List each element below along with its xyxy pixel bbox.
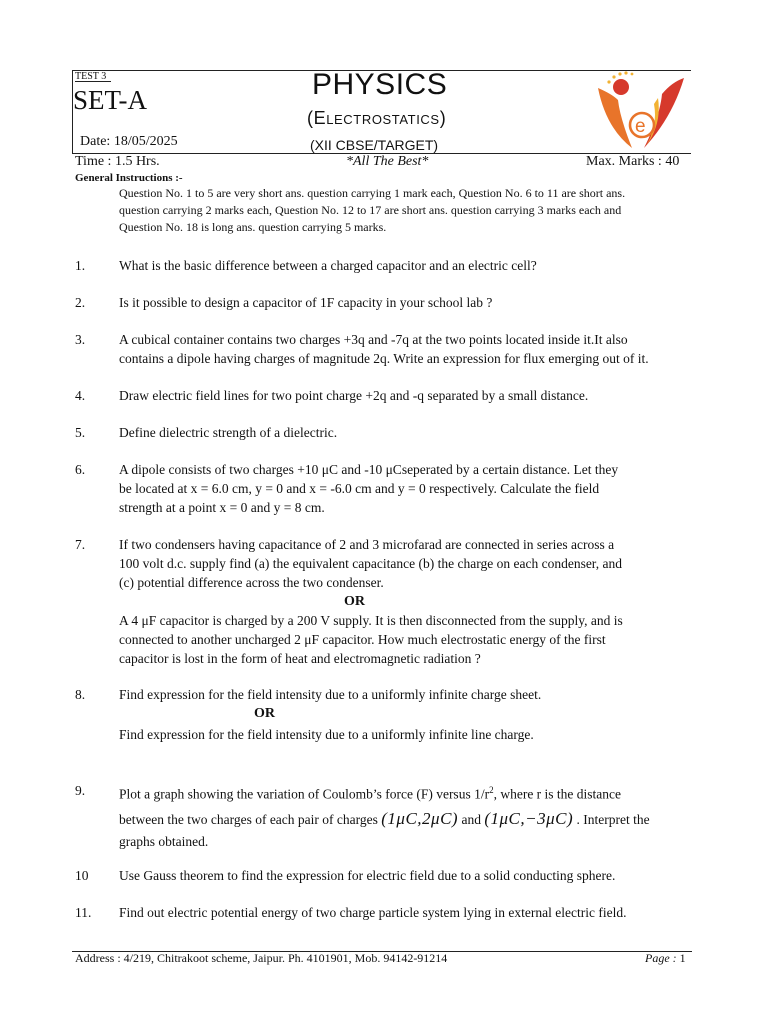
question-fragment: . Interpret the (573, 811, 650, 827)
question-number: 9. (75, 783, 86, 798)
question-number: 7. (75, 537, 86, 552)
question-line: connected to another uncharged 2 μF capacitor. How much electrostatic energy of the first (119, 632, 606, 647)
class-label: (XII CBSE/TARGET) (310, 137, 439, 153)
question-number: 1. (75, 258, 86, 273)
question-line: (c) potential difference across the two condenser. (119, 575, 384, 590)
set-label: SET-A (73, 85, 148, 115)
question-text (119, 423, 684, 442)
page-indicator (645, 951, 686, 966)
test-underline (75, 81, 111, 82)
question-line: A dipole consists of two charges +10 μC and -10 μCseperated by a certain distance. Let they (119, 462, 619, 477)
question-text (119, 903, 684, 922)
max-marks: Max. Marks : 40 (586, 154, 680, 169)
question-line: Find out electric potential energy of two charge particle system lying in external electric field. (119, 905, 627, 920)
question-fragment: and (458, 811, 485, 827)
all-the-best: *All The Best* (346, 154, 429, 169)
page-label: Page : (645, 951, 677, 965)
question-text (119, 256, 684, 275)
question-line: What is the basic difference between a charged capacitor and an electric cell? (119, 258, 537, 273)
question-fragment: Plot a graph showing the variation of Coulomb’s force (F) versus 1/r (119, 786, 490, 802)
question-line: Is it possible to design a capacitor of 1F capacity in your school lab ? (119, 295, 493, 310)
question-number: 5. (75, 425, 86, 440)
instruction-line: Question No. 18 is long ans. question carrying 5 marks. (119, 220, 387, 234)
question-line: Define dielectric strength of a dielectric. (119, 425, 338, 440)
or-separator: OR (254, 706, 275, 721)
question-number: 6. (75, 462, 86, 477)
question-number: 2. (75, 295, 86, 310)
question-text (119, 685, 684, 744)
question-line: Use Gauss theorem to find the expression for electric field due to a solid conducting sphere. (119, 868, 616, 883)
question-number: 3. (75, 332, 86, 347)
question-line: Find expression for the field intensity due to a uniformly infinite line charge. (119, 727, 534, 742)
question-text (119, 293, 684, 312)
question-line: capacitor is lost in the form of heat and electromagnetic radiation ? (119, 651, 481, 666)
subject-title: PHYSICS (312, 68, 448, 101)
question-line: Draw electric field lines for two point charge +2q and -q separated by a small distance. (119, 388, 589, 403)
question-line: contains a dipole having charges of magnitude 2q. Write an expression for flux emerging out of it. (119, 351, 649, 366)
instruction-line: question carrying 2 marks each, Question No. 12 to 17 are short ans. question carrying 3 marks each and (119, 203, 622, 217)
test-label: TEST 3 (75, 71, 107, 82)
institute-logo (592, 68, 688, 152)
question-fragment: , where r is the distance (493, 786, 622, 802)
or-separator: OR (344, 594, 365, 609)
question-text (119, 330, 684, 368)
question-line (119, 807, 684, 832)
question-line: 100 volt d.c. supply find (a) the equivalent capacitance (b) the charge on each condenser, and (119, 556, 623, 571)
instructions-body (119, 185, 679, 236)
question-text (119, 460, 684, 517)
question-line: A cubical container contains two charges +3q and -7q at the two points located inside it.It also (119, 332, 628, 347)
question-text (119, 866, 684, 885)
instructions-title: General Instructions :- (75, 172, 183, 184)
question-line: be located at x = 6.0 cm, y = 0 and x = -6.0 cm and y = 0 respectively. Calculate the field (119, 481, 600, 496)
superscript: 2 (489, 785, 494, 795)
question-line: A 4 μF capacitor is charged by a 200 V supply. It is then disconnected from the supply, and is (119, 613, 623, 628)
question-number: 8. (75, 687, 86, 702)
charge-pair-1: (1μC,2μC) (381, 808, 459, 828)
question-line (119, 781, 684, 804)
question-text (119, 386, 684, 405)
exam-date: Date: 18/05/2025 (80, 134, 178, 149)
footer-address: Address : 4/219, Chitrakoot scheme, Jaipur. Ph. 4101901, Mob. 94142-91214 (75, 951, 448, 965)
question-text (119, 535, 684, 668)
question-line: graphs obtained. (119, 833, 209, 849)
time-allowed: Time : 1.5 Hrs. (75, 154, 160, 169)
question-line: strength at a point x = 0 and y = 8 cm. (119, 500, 325, 515)
charge-pair-2: (1μC,−3μC) (484, 808, 574, 828)
question-number: 10 (75, 868, 89, 883)
topic-title: (Electrostatics) (307, 108, 447, 128)
question-number: 4. (75, 388, 86, 403)
question-number: 11. (75, 905, 92, 920)
instruction-line: Question No. 1 to 5 are very short ans. question carrying 1 mark each, Question No. 6 to 11 are short ans. (119, 186, 626, 200)
question-text (119, 781, 684, 851)
question-fragment: between the two charges of each pair of charges (119, 811, 382, 827)
page-number: 1 (679, 951, 686, 965)
svg-text:e: e (635, 116, 646, 137)
question-line: Find expression for the field intensity due to a uniformly infinite charge sheet. (119, 687, 542, 702)
question-line: If two condensers having capacitance of 2 and 3 microfarad are connected in series across a (119, 537, 615, 552)
